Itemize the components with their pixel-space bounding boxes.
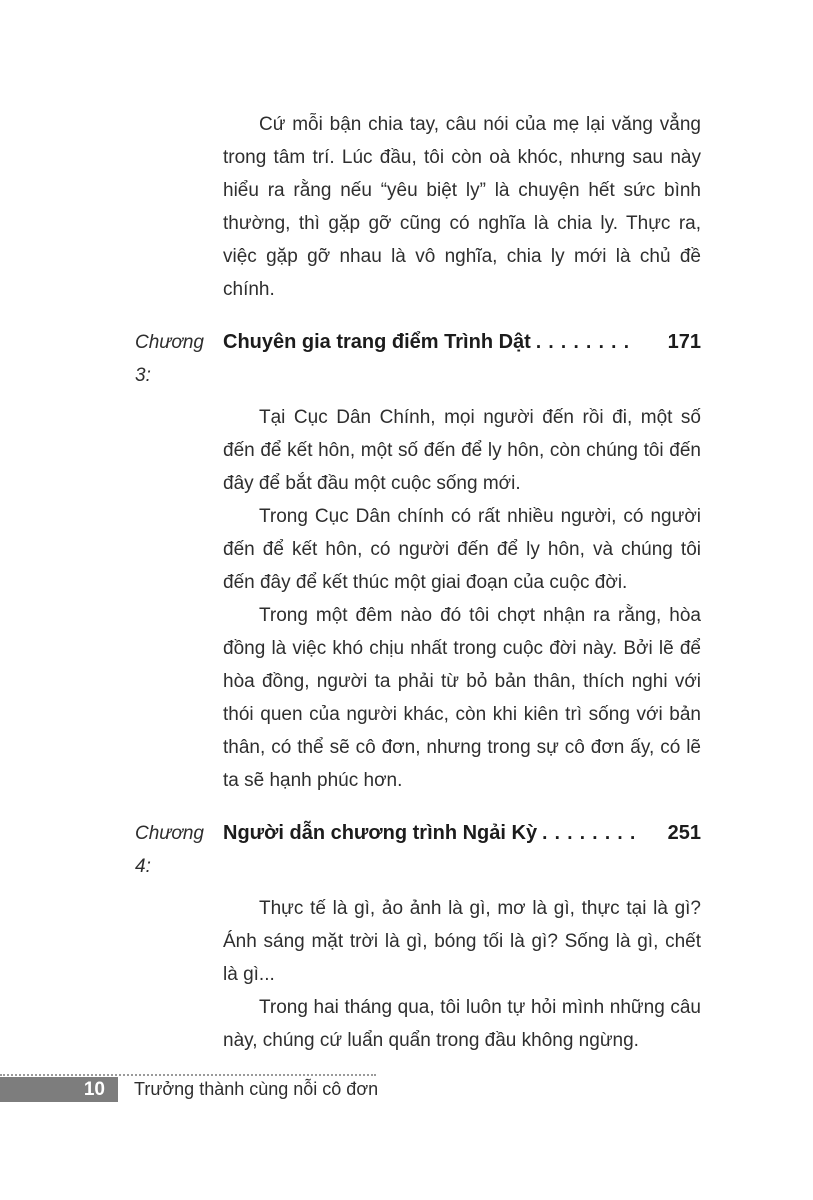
chapter-3-dot-leader: . . . . . . . . — [535, 332, 630, 353]
footer-row — [0, 1077, 813, 1102]
chapter-4-label: Chương 4: — [135, 823, 204, 877]
chapter-3-page-number: 171 — [667, 331, 701, 353]
page-footer — [0, 1074, 813, 1102]
page-number-badge: 10 — [0, 1077, 118, 1102]
chapter-3-label: Chương 3: — [135, 332, 204, 386]
chapter-3-title: Chuyên gia trang điểm Trình Dật — [223, 331, 531, 353]
book-title: Trưởng thành cùng nỗi cô đơn — [134, 1079, 379, 1099]
chapter-4-paragraph: Trong hai tháng qua, tôi luôn tự hỏi mình những câu này, chúng cứ luẩn quẩn trong đầu không ngừng. — [223, 997, 701, 1051]
chapter-4-title: Người dẫn chương trình Ngải Kỳ — [223, 822, 538, 844]
footer-dotted-rule — [0, 1074, 376, 1076]
intro-paragraph: Cứ mỗi bận chia tay, câu nói của mẹ lại văng vẳng trong tâm trí. Lúc đầu, tôi còn oà khóc, nhưng sau này hiểu ra rằng nếu “yêu biệt ly” là chuyện hết sức bình thường, thì gặp gỡ cũng có nghĩa là chia ly. Thực ra, việc gặp gỡ nhau là vô nghĩa, chia ly mới là chủ đề chính. — [223, 114, 701, 300]
chapter-4-page-number: 251 — [667, 822, 701, 844]
chapter-3-paragraph: Trong một đêm nào đó tôi chợt nhận ra rằng, hòa đồng là việc khó chịu nhất trong cuộc đời này. Bởi lẽ để hòa đồng, người ta phải từ bỏ bản thân, thích nghi với thói quen của người khác, còn khi kiên trì sống với bản thân, có thể sẽ cô đơn, nhưng trong sự cô đơn ấy, có lẽ ta sẽ hạnh phúc hơn. — [223, 605, 701, 791]
chapter-3-paragraph: Trong Cục Dân chính có rất nhiều người, có người đến để kết hôn, có người đến để ly hôn, và chúng tôi đến đây để kết thúc một giai đoạn của cuộc đời. — [223, 506, 701, 593]
toc-content — [135, 108, 701, 1057]
chapter-3-heading — [135, 326, 701, 392]
chapter-4-paragraph: Thực tế là gì, ảo ảnh là gì, mơ là gì, thực tại là gì? Ánh sáng mặt trời là gì, bóng tối là gì? Sống là gì, chết là gì... — [223, 898, 701, 985]
chapter-4-heading — [135, 817, 701, 883]
chapter-4-dot-leader: . . . . . . . . — [542, 823, 637, 844]
chapter-3-paragraph: Tại Cục Dân Chính, mọi người đến rồi đi, một số đến để kết hôn, một số đến để ly hôn, còn chúng tôi đến đây để bắt đầu một cuộc sống mới. — [223, 407, 701, 494]
